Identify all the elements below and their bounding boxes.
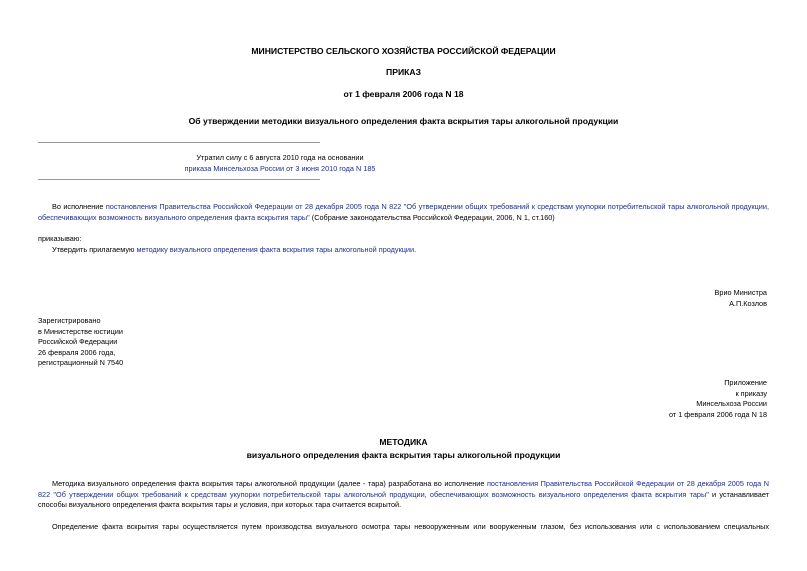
- preamble-paragraph: [38, 202, 769, 223]
- doc-title: Об утверждении методики визуального определения факта вскрытия тары алкогольной продукции: [188, 116, 619, 126]
- appendix-line: от 1 февраля 2006 года N 18: [668, 409, 767, 419]
- registration-line: в Министерстве юстиции: [38, 326, 123, 336]
- methodology-heading: МЕТОДИКА: [379, 437, 428, 447]
- appendix-block: [669, 378, 767, 420]
- registration-line: 26 февраля 2006 года,: [38, 347, 116, 357]
- registration-line: Зарегистрировано: [38, 316, 101, 325]
- doc-type-heading: ПРИКАЗ: [386, 67, 421, 77]
- status-note: [38, 153, 522, 174]
- order-approve-link[interactable]: методику визуального определения факта вскрытия тары алкогольной продукции: [136, 245, 415, 254]
- order-approve-text: Утвердить прилагаемую: [52, 245, 137, 254]
- doc-date-number: от 1 февраля 2006 года N 18: [343, 89, 464, 99]
- p1-link-a[interactable]: постановления Правительства Российской Федерации от 28 декабря 2005 года N 822: [38, 479, 769, 499]
- order-approve: [52, 245, 416, 256]
- preamble-link-line1[interactable]: постановления Правительства Российской Федерации от 28 декабря 2005 года N 822 "Об утверждении общих требований к средствам укупорки потребительской тары алкогольной продукции,: [105, 202, 769, 211]
- registration-line: регистрационный N 7540: [38, 358, 124, 368]
- signature-block: [715, 288, 767, 309]
- status-note-link[interactable]: приказа Минсельхоза России от 3 июня 2010 года N 185: [184, 163, 376, 173]
- signature-name: А.П.Козлов: [729, 298, 767, 308]
- p1-link-b[interactable]: "Об утверждении общих требований к средствам укупорки потребительской тары алкогольной продукции, обеспечивающих возможность визуального определения факта вскрытия тары": [53, 489, 709, 499]
- registration-line: Российской Федерации: [38, 337, 118, 347]
- p1-text-a: Методика визуального определения факта вскрытия тары алкогольной продукции (далее - тара) разработана во исполнение: [52, 479, 487, 488]
- registration-block: [38, 316, 123, 369]
- status-note-line: Утратил силу с 6 августа 2010 года на основании: [196, 153, 364, 162]
- preamble-intro: Во исполнение: [52, 202, 106, 211]
- divider-bottom: [38, 179, 320, 180]
- methodology-paragraph-2: [38, 522, 769, 533]
- preamble-tail: (Собрание законодательства Российской Федерации, 2006, N 1, ст.160): [309, 212, 555, 222]
- ministry-heading: МИНИСТЕРСТВО СЕЛЬСКОГО ХОЗЯЙСТВА РОССИЙСКОЙ ФЕДЕРАЦИИ: [251, 46, 556, 56]
- p2-text: Определение факта вскрытия тары осуществляется путем производства визуального осмотра тары невооруженным или вооруженным глазом, без использования или с использованием специальных: [52, 522, 769, 531]
- appendix-line: Минсельхоза России: [696, 399, 767, 409]
- appendix-line: Приложение: [724, 378, 767, 387]
- p1-text-c: визуального определения факта вскрытия тары и условия, при которых тара считается вскрытой.: [68, 500, 402, 510]
- preamble-link-line2[interactable]: обеспечивающих возможность визуального определения факта вскрытия тары": [38, 212, 310, 222]
- order-word: приказываю:: [38, 234, 82, 243]
- methodology-paragraph-1: [38, 479, 769, 511]
- divider-top: [38, 142, 320, 143]
- order-approve-end: .: [414, 245, 417, 254]
- appendix-line: к приказу: [735, 388, 767, 398]
- methodology-subheading: визуального определения факта вскрытия тары алкогольной продукции: [246, 450, 561, 460]
- p1-text-b: и устанавливает способы: [38, 489, 770, 510]
- signature-position: Врио Министра: [714, 288, 767, 297]
